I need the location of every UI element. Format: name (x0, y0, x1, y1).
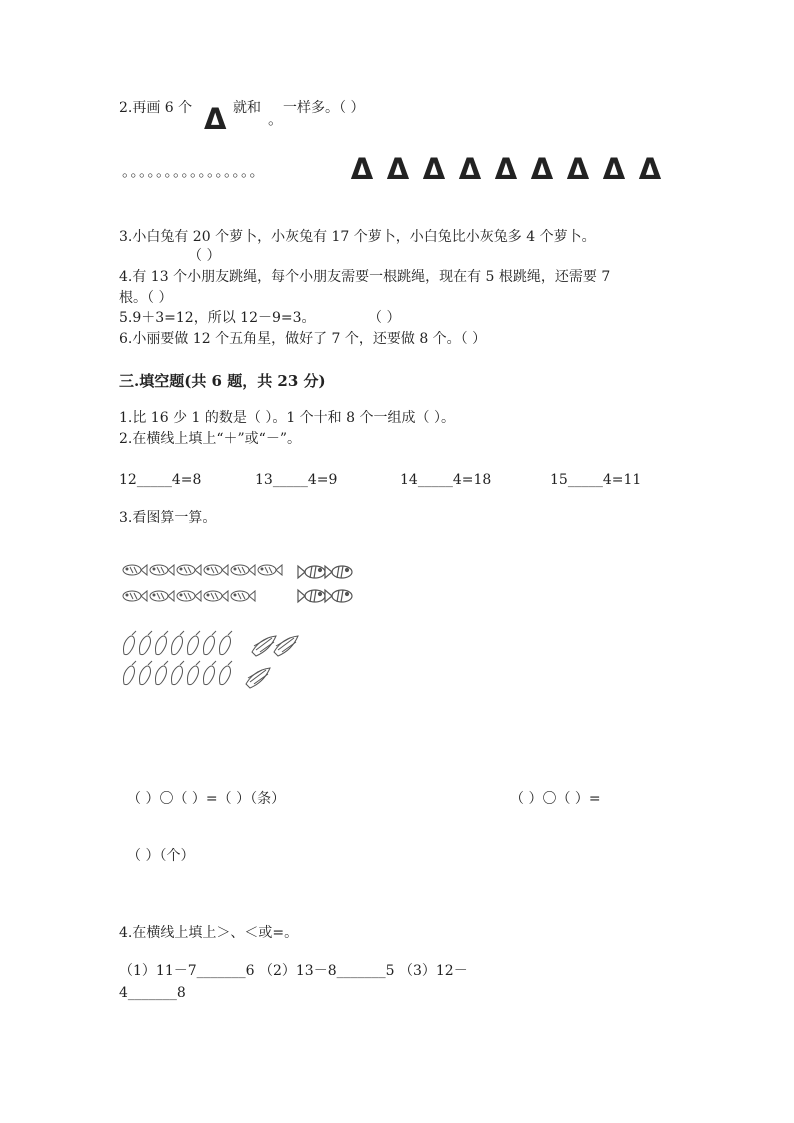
triangle-icon: Δ (638, 152, 662, 186)
f2-item: 15_____4=11 (550, 472, 642, 488)
triangle-icon: Δ (458, 152, 482, 186)
q6-text: 6.小丽要做 12 个五角星，做好了 7 个，还要做 8 个。（ ） (119, 331, 487, 347)
f3-title: 3.看图算一算。 (119, 510, 217, 526)
triangle-icon: Δ (350, 152, 374, 186)
circle-icon: 。 (268, 110, 284, 128)
q2-mid: 就和 (233, 100, 261, 116)
circles-row: 。。。。。。。。。。。。。。。。 (122, 162, 266, 180)
triangle-icon: Δ (422, 152, 446, 186)
fish-group-icon (120, 560, 360, 612)
q5-answer-paren: （ ） (368, 310, 401, 326)
f2-item: 14_____4=18 (400, 472, 492, 488)
f3-equation-fish: （ ）〇（ ）=（ ）（条） (127, 791, 286, 807)
f2-item: 13_____4=9 (255, 472, 338, 488)
triangles-row (350, 154, 662, 184)
f1-text: 1.比 16 少 1 的数是（ ）。1 个十和 8 个一组成（ ）。 (119, 410, 455, 426)
triangle-icon: Δ (602, 152, 626, 186)
section-heading: 三.填空题(共 6 题，共 23 分) (119, 372, 326, 390)
f4-line1: （1）11－7_______6 （2）13－8_______5 （3）12－ (119, 963, 468, 979)
f3-equation-veg: （ ）〇（ ）= (510, 791, 601, 807)
f4-line2: 4_______8 (119, 985, 186, 1001)
f4-title: 4.在横线上填上＞、＜或=。 (119, 925, 299, 941)
f2-title: 2.在横线上填上“＋”或“－”。 (119, 431, 301, 447)
triangle-icon: Δ (530, 152, 554, 186)
triangle-icon: Δ (494, 152, 518, 186)
q5-text: 5.9＋3=12，所以 12－9=3。 (119, 310, 316, 326)
q2-prefix: 2.再画 6 个 (119, 100, 193, 116)
f3-equation-veg-end: （ ）（个） (127, 848, 195, 864)
q3-answer-paren: （ ） (188, 248, 221, 264)
triangle-icon: Δ (204, 102, 227, 136)
q4-line2: 根。（ ） (119, 290, 173, 306)
q4-line1: 4.有 13 个小朋友跳绳，每个小朋友需要一根跳绳，现在有 5 根跳绳，还需要 7 (119, 269, 611, 285)
triangle-icon: Δ (566, 152, 590, 186)
triangle-icon: Δ (386, 152, 410, 186)
f2-item: 12_____4=8 (119, 472, 202, 488)
q2-suffix: 一样多。（ ） (283, 100, 365, 116)
q3-line1: 3.小白兔有 20 个萝卜，小灰兔有 17 个萝卜，小白兔比小灰兔多 4 个萝卜。 (119, 229, 596, 245)
vegetable-group-icon (120, 630, 320, 690)
